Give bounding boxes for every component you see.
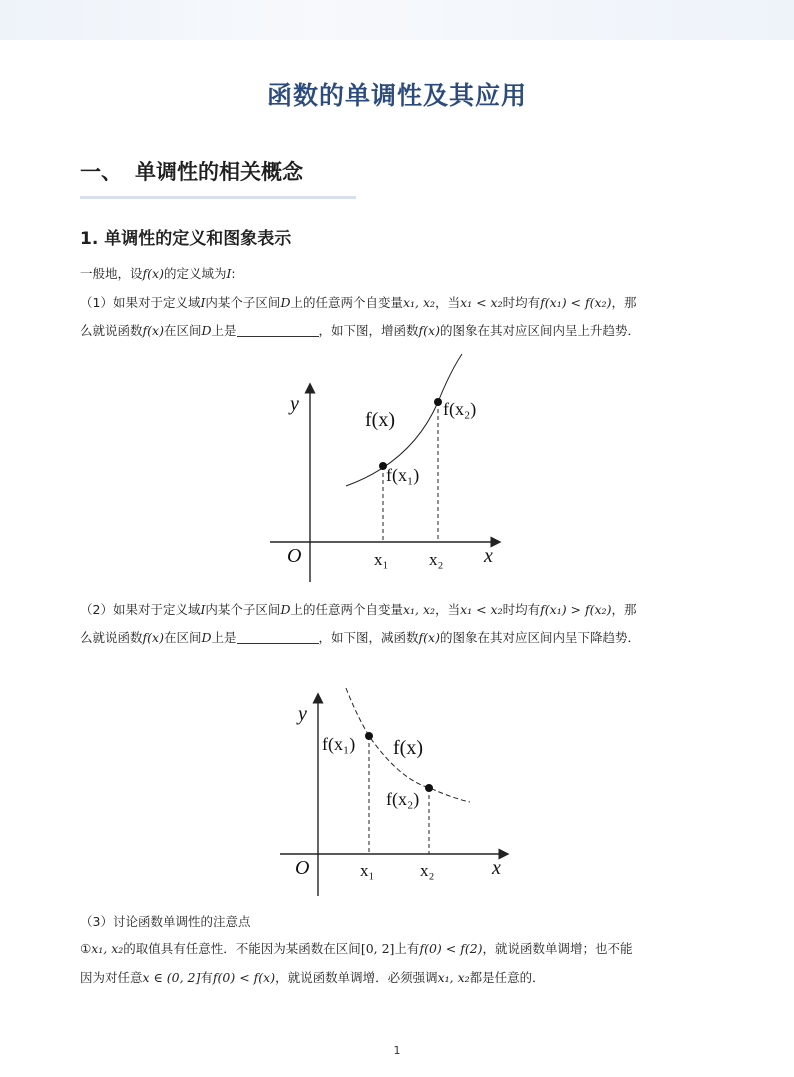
- point2-label: f(x₂): [443, 399, 477, 419]
- point1-label: f(x₁): [386, 465, 420, 485]
- item2-line2: 么就说函数f(x)在区间D上是 ，如下图，减函数f(x)的图象在其对应区间内呈下降趋势．: [80, 630, 640, 645]
- intro-line: 一般地，设f(x)的定义域为I:: [80, 266, 236, 281]
- curve-label: f(x): [393, 737, 423, 759]
- note1-line1: ①x₁, x₂的取值具有任意性．不能因为某函数在区间[0, 2]上有f(0) < f(2)，就说函数单调增；也不能: [80, 941, 633, 956]
- point-x2: [425, 784, 433, 792]
- tick-x1-label: x₁: [374, 550, 389, 569]
- y-axis-label: y: [298, 703, 307, 725]
- tick-x2-label: x₂: [420, 861, 435, 880]
- item1-line1: （1）如果对于定义域I内某个子区间D上的任意两个自变量x₁, x₂，当x₁ < x₂时均有f(x₁) < f(x₂)，那: [80, 295, 637, 310]
- point-x1: [365, 732, 373, 740]
- page-number: 1: [393, 1044, 401, 1057]
- page-header-band: [0, 0, 794, 40]
- section-heading: [80, 156, 303, 186]
- point-x2: [434, 398, 442, 406]
- answer-blank[interactable]: [237, 322, 319, 337]
- decreasing-function-graph: [272, 684, 517, 899]
- answer-blank[interactable]: [237, 629, 319, 644]
- x-axis-label: x: [484, 545, 493, 567]
- increasing-function-graph: [262, 352, 512, 587]
- x-axis-label: x: [492, 857, 501, 879]
- tick-x1-label: x₁: [360, 861, 375, 880]
- subsection-heading: 1. 单调性的定义和图象表示: [80, 229, 292, 249]
- section-underline: [80, 196, 356, 199]
- origin-label: O: [287, 545, 302, 567]
- tick-x2-label: x₂: [429, 550, 444, 569]
- note1-line2: 因为对任意x ∈ (0, 2]有f(0) < f(x)，就说函数单调增．必须强调x₁, x₂都是任意的．: [80, 970, 545, 985]
- item3-heading: （3）讨论函数单调性的注意点: [80, 914, 251, 929]
- origin-label: O: [295, 857, 310, 879]
- item1-line2: 么就说函数f(x)在区间D上是 ，如下图，增函数f(x)的图象在其对应区间内呈上升趋势．: [80, 323, 640, 338]
- point2-label: f(x₂): [386, 789, 420, 809]
- section-label: 单调性的相关概念: [135, 160, 303, 184]
- document-title: 函数的单调性及其应用: [266, 81, 527, 110]
- y-axis-label: y: [290, 393, 299, 415]
- point1-label: f(x₁): [322, 734, 356, 754]
- item2-line1: （2）如果对于定义域I内某个子区间D上的任意两个自变量x₁, x₂，当x₁ < x₂时均有f(x₁) > f(x₂)，那: [80, 602, 637, 617]
- section-number: 一、: [80, 160, 122, 184]
- curve-label: f(x): [365, 409, 395, 431]
